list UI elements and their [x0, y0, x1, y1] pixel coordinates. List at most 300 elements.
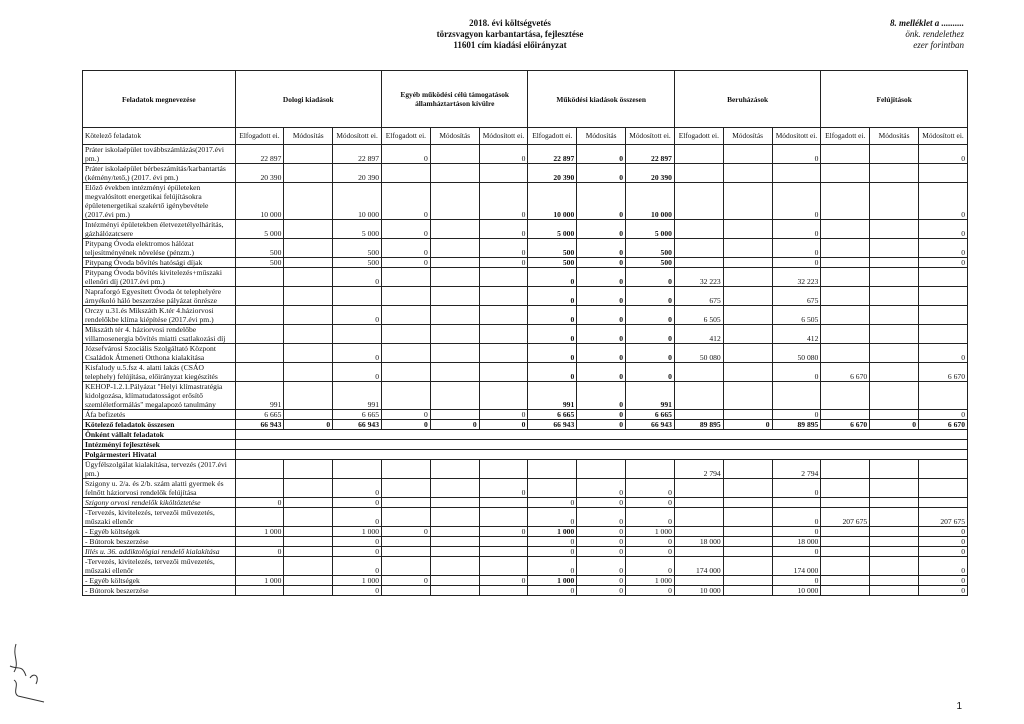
row-label: - Bútorok beszerzése [83, 537, 236, 547]
table-cell: 0 [382, 410, 431, 420]
table-cell [674, 479, 723, 498]
table-cell [918, 306, 967, 325]
table-cell [821, 547, 870, 557]
table-cell [674, 220, 723, 239]
table-cell: 0 [333, 344, 382, 363]
table-cell [284, 498, 333, 508]
table-cell [723, 344, 772, 363]
table-cell [284, 557, 333, 576]
table-cell: 22 897 [333, 145, 382, 164]
table-cell: 0 [577, 547, 626, 557]
table-cell: 0 [333, 306, 382, 325]
table-cell: 0 [577, 527, 626, 537]
table-cell: 0 [626, 508, 675, 527]
table-cell [284, 183, 333, 220]
table-cell [284, 527, 333, 537]
table-row [83, 145, 968, 164]
table-cell [870, 586, 919, 596]
table-cell: 0 [333, 363, 382, 382]
table-cell [528, 479, 577, 498]
table-cell: 412 [772, 325, 821, 344]
table-cell: 0 [577, 145, 626, 164]
table-cell [430, 508, 479, 527]
table-cell [284, 547, 333, 557]
table-cell: 0 [382, 239, 431, 258]
annex-reference [890, 18, 964, 51]
subheader-approved: Elfogadott ei. [528, 128, 577, 145]
table-cell: 0 [577, 344, 626, 363]
table-cell: 0 [577, 164, 626, 183]
row-label: Illés u. 36. addiktológiai rendelő kialakítása [83, 547, 236, 557]
subheader-approved: Elfogadott ei. [821, 128, 870, 145]
col-group-investments: Beruházások [674, 71, 820, 128]
column-group-header-row [83, 71, 968, 128]
table-cell: 0 [479, 479, 528, 498]
section-mandatory-tasks: Kötelező feladatok [83, 128, 236, 145]
subheader-modification: Módosítás [723, 128, 772, 145]
table-cell: 50 080 [674, 344, 723, 363]
table-cell: 0 [528, 547, 577, 557]
subheader-modified: Módosított ei. [479, 128, 528, 145]
table-cell [284, 306, 333, 325]
table-cell: 0 [577, 557, 626, 576]
table-cell [918, 287, 967, 306]
table-cell [479, 537, 528, 547]
table-cell: 0 [772, 508, 821, 527]
row-label: Szigony orvosi rendelők kiköltöztetése [83, 498, 236, 508]
table-cell: 991 [235, 382, 284, 410]
table-cell [382, 586, 431, 596]
table-cell [870, 239, 919, 258]
table-cell: 2 794 [674, 460, 723, 479]
table-cell: 500 [235, 239, 284, 258]
table-cell: 0 [430, 420, 479, 430]
table-cell [821, 220, 870, 239]
table-cell: 500 [528, 239, 577, 258]
table-cell [284, 479, 333, 498]
table-cell: 0 [528, 363, 577, 382]
row-label: Napraforgó Egyesített Óvoda öt telephelyére árnyékoló háló beszerzése pályázat önrésze [83, 287, 236, 306]
table-cell: 0 [772, 363, 821, 382]
section-spacer [235, 430, 967, 440]
row-label: Práter iskolaépület bérbeszámítás/karbantartás (kémény/tető,) (2017. évi pm.) [83, 164, 236, 183]
table-cell [430, 479, 479, 498]
table-cell: 0 [528, 557, 577, 576]
table-cell [821, 498, 870, 508]
table-cell [674, 508, 723, 527]
table-cell [382, 287, 431, 306]
row-label: KEHOP-1.2.1.Pályázat "Helyi klímastratégia kidolgozása, klímatudatosságot erősítő szemléletformálás" megalapozó tanulmány [83, 382, 236, 410]
table-cell [674, 363, 723, 382]
table-cell [870, 460, 919, 479]
table-cell: 0 [918, 547, 967, 557]
table-cell: 0 [626, 344, 675, 363]
table-cell [430, 586, 479, 596]
table-cell: 0 [284, 420, 333, 430]
table-row [83, 498, 968, 508]
table-cell: 0 [333, 508, 382, 527]
table-cell [918, 325, 967, 344]
table-cell [821, 410, 870, 420]
table-cell: 0 [577, 576, 626, 586]
table-cell: 0 [577, 220, 626, 239]
table-cell [723, 220, 772, 239]
table-cell [235, 537, 284, 547]
table-cell [918, 268, 967, 287]
subheader-modification: Módosítás [870, 128, 919, 145]
table-row [83, 420, 968, 430]
table-cell [821, 479, 870, 498]
table-cell [235, 479, 284, 498]
table-cell [723, 363, 772, 382]
table-cell [674, 382, 723, 410]
table-cell [479, 344, 528, 363]
table-cell [528, 460, 577, 479]
table-cell [284, 508, 333, 527]
table-cell [479, 287, 528, 306]
table-cell [430, 258, 479, 268]
table-cell: 1 000 [235, 527, 284, 537]
table-cell [870, 287, 919, 306]
table-cell [382, 382, 431, 410]
table-cell [479, 460, 528, 479]
table-cell [382, 164, 431, 183]
table-cell [821, 460, 870, 479]
table-cell: 0 [577, 586, 626, 596]
table-cell [430, 557, 479, 576]
table-cell [479, 164, 528, 183]
table-cell: 10 000 [528, 183, 577, 220]
table-cell: 0 [772, 527, 821, 537]
table-cell [723, 508, 772, 527]
table-cell: 10 000 [626, 183, 675, 220]
table-cell: 0 [479, 576, 528, 586]
table-cell [870, 508, 919, 527]
table-cell: 0 [479, 420, 528, 430]
table-cell: 6 670 [918, 420, 967, 430]
table-cell [284, 287, 333, 306]
table-cell [821, 145, 870, 164]
table-cell [772, 382, 821, 410]
table-cell [674, 410, 723, 420]
row-label: Orczy u.31.és Mikszáth K.tér 4.háziorvosi rendelőkbe klíma kiépítése (2017.évi pm.) [83, 306, 236, 325]
table-cell: 0 [479, 220, 528, 239]
table-cell [821, 164, 870, 183]
row-label: Kötelező feladatok összesen [83, 420, 236, 430]
table-cell [479, 306, 528, 325]
subheader-modified: Módosított ei. [626, 128, 675, 145]
table-cell [626, 460, 675, 479]
table-cell: 0 [772, 479, 821, 498]
table-cell: 10 000 [674, 586, 723, 596]
table-cell [723, 325, 772, 344]
table-cell [723, 306, 772, 325]
table-cell [430, 183, 479, 220]
table-cell [284, 460, 333, 479]
table-cell: 0 [528, 344, 577, 363]
row-label: Pitypang Óvoda bővítés kivitelezés+műszaki ellenőri díj (2017.évi pm.) [83, 268, 236, 287]
document-title [340, 18, 680, 51]
table-cell [674, 239, 723, 258]
table-cell [821, 258, 870, 268]
table-cell: 675 [674, 287, 723, 306]
table-cell: 0 [918, 557, 967, 576]
table-cell: 500 [626, 258, 675, 268]
table-row [83, 586, 968, 596]
table-cell [723, 145, 772, 164]
table-cell: 66 943 [333, 420, 382, 430]
table-cell: 0 [528, 325, 577, 344]
table-cell: 0 [626, 586, 675, 596]
table-cell [821, 344, 870, 363]
page-number: 1 [956, 701, 962, 712]
table-cell: 5 000 [626, 220, 675, 239]
table-cell [870, 498, 919, 508]
table-cell: 22 897 [626, 145, 675, 164]
table-cell [870, 557, 919, 576]
table-cell [430, 268, 479, 287]
table-cell [430, 220, 479, 239]
table-cell [333, 325, 382, 344]
row-label: Előző években intézményi épületeken megvalósított energetikai felújításokra épületenergetikai szakértő igénybevétele (2017.évi pm.) [83, 183, 236, 220]
row-label: -Tervezés, kivitelezés, tervezői művezetés, műszaki ellenőr [83, 508, 236, 527]
row-label: Polgármesteri Hivatal [83, 450, 236, 460]
table-cell: 0 [577, 410, 626, 420]
table-cell: 0 [479, 183, 528, 220]
table-cell: 0 [577, 258, 626, 268]
row-label: - Egyéb költségek [83, 527, 236, 537]
table-cell: 5 000 [333, 220, 382, 239]
table-cell [430, 145, 479, 164]
table-cell: 0 [918, 586, 967, 596]
table-cell: 0 [626, 325, 675, 344]
table-cell: 0 [772, 410, 821, 420]
row-label: Pitypang Óvoda elektromos hálózat teljesítményének növelése (pénzm.) [83, 239, 236, 258]
table-cell: 20 390 [235, 164, 284, 183]
table-cell: 66 943 [528, 420, 577, 430]
table-cell: 20 390 [333, 164, 382, 183]
table-cell [870, 576, 919, 586]
table-cell: 207 675 [821, 508, 870, 527]
table-cell: 0 [918, 258, 967, 268]
row-label: Intézményi fejlesztések [83, 440, 236, 450]
table-cell [723, 576, 772, 586]
table-cell [821, 382, 870, 410]
table-cell: 0 [918, 183, 967, 220]
table-cell [723, 527, 772, 537]
table-cell: 0 [870, 420, 919, 430]
table-cell: 0 [382, 220, 431, 239]
table-row [83, 258, 968, 268]
table-cell [723, 410, 772, 420]
table-cell [430, 410, 479, 420]
table-cell: 500 [333, 239, 382, 258]
table-cell: 0 [772, 576, 821, 586]
table-cell [284, 586, 333, 596]
unit-label: ezer forintban [913, 40, 964, 50]
table-cell: 20 390 [528, 164, 577, 183]
table-cell [918, 164, 967, 183]
table-cell: 0 [918, 145, 967, 164]
table-cell: 0 [918, 239, 967, 258]
table-cell [479, 363, 528, 382]
table-cell [430, 537, 479, 547]
table-cell [479, 586, 528, 596]
table-cell [674, 576, 723, 586]
col-group-tasks: Feladatok megnevezése [83, 71, 236, 128]
table-cell: 500 [235, 258, 284, 268]
table-cell: 0 [772, 258, 821, 268]
title-line-3: 11601 cím kiadási előirányzat [453, 40, 567, 50]
table-cell [284, 145, 333, 164]
table-cell [235, 508, 284, 527]
table-cell: 0 [235, 498, 284, 508]
table-cell [674, 498, 723, 508]
table-cell [382, 498, 431, 508]
section-row [83, 440, 968, 450]
budget-table [82, 70, 968, 596]
table-cell: 0 [772, 547, 821, 557]
row-label: - Egyéb költségek [83, 576, 236, 586]
table-row [83, 508, 968, 527]
table-row [83, 527, 968, 537]
table-cell: 0 [577, 325, 626, 344]
table-cell [382, 460, 431, 479]
table-cell [284, 268, 333, 287]
table-cell: 66 943 [235, 420, 284, 430]
table-cell [723, 287, 772, 306]
table-cell: 0 [918, 527, 967, 537]
table-cell: 0 [528, 508, 577, 527]
table-cell [577, 460, 626, 479]
table-cell: 0 [333, 479, 382, 498]
table-cell [430, 363, 479, 382]
table-cell: 0 [577, 287, 626, 306]
table-cell: 174 000 [772, 557, 821, 576]
table-cell [235, 557, 284, 576]
table-cell: 0 [918, 220, 967, 239]
table-cell: 0 [772, 239, 821, 258]
subheader-modified: Módosított ei. [772, 128, 821, 145]
table-cell [284, 164, 333, 183]
table-cell [284, 344, 333, 363]
table-cell: 207 675 [918, 508, 967, 527]
table-row [83, 460, 968, 479]
table-cell [430, 287, 479, 306]
table-cell: 1 000 [528, 576, 577, 586]
table-row [83, 220, 968, 239]
table-cell [479, 508, 528, 527]
table-cell: 0 [382, 420, 431, 430]
col-group-other-support: Egyéb működési célú támogatások államháztartáson kívülre [382, 71, 528, 128]
table-cell: 0 [918, 576, 967, 586]
table-cell [235, 344, 284, 363]
table-cell: 0 [918, 410, 967, 420]
table-cell [821, 306, 870, 325]
table-row [83, 479, 968, 498]
table-cell: 0 [528, 498, 577, 508]
table-cell [430, 382, 479, 410]
subheader-modification: Módosítás [430, 128, 479, 145]
table-cell: 6 670 [821, 420, 870, 430]
table-cell [430, 498, 479, 508]
table-cell: 0 [626, 363, 675, 382]
table-cell [870, 258, 919, 268]
table-cell [284, 258, 333, 268]
table-cell [723, 268, 772, 287]
table-cell: 10 000 [333, 183, 382, 220]
table-cell: 0 [479, 527, 528, 537]
table-cell [479, 547, 528, 557]
table-cell: 0 [333, 586, 382, 596]
subheader-approved: Elfogadott ei. [674, 128, 723, 145]
table-cell [284, 576, 333, 586]
table-row [83, 239, 968, 258]
table-row [83, 183, 968, 220]
table-cell [284, 363, 333, 382]
table-cell [821, 537, 870, 547]
table-cell: 18 000 [674, 537, 723, 547]
table-cell [235, 287, 284, 306]
table-cell: 0 [528, 586, 577, 596]
table-cell [674, 164, 723, 183]
row-label: Intézményi épületekben életvezetélyelhárítás, gázhálózatcsere [83, 220, 236, 239]
table-cell: 0 [479, 239, 528, 258]
table-cell [284, 537, 333, 547]
table-cell [674, 527, 723, 537]
table-cell: 0 [382, 183, 431, 220]
table-cell [235, 586, 284, 596]
table-cell [723, 382, 772, 410]
table-cell [382, 479, 431, 498]
table-cell [430, 306, 479, 325]
table-cell: 0 [528, 537, 577, 547]
table-cell: 0 [772, 220, 821, 239]
table-cell [674, 183, 723, 220]
table-row [83, 287, 968, 306]
table-row [83, 557, 968, 576]
table-cell [235, 363, 284, 382]
table-cell: 0 [333, 537, 382, 547]
table-cell: 500 [528, 258, 577, 268]
table-cell [723, 460, 772, 479]
table-cell: 22 897 [235, 145, 284, 164]
table-cell: 6 665 [626, 410, 675, 420]
section-row [83, 430, 968, 440]
table-cell [284, 382, 333, 410]
table-cell [235, 460, 284, 479]
table-cell [821, 557, 870, 576]
table-cell: 20 390 [626, 164, 675, 183]
row-label: Pitypang Óvoda bővítés hatósági díjak [83, 258, 236, 268]
table-cell [821, 239, 870, 258]
table-cell [723, 498, 772, 508]
table-cell [870, 537, 919, 547]
table-row [83, 576, 968, 586]
table-cell: 0 [577, 498, 626, 508]
table-cell: 0 [528, 306, 577, 325]
table-cell [723, 537, 772, 547]
table-cell: 0 [235, 547, 284, 557]
table-cell [479, 325, 528, 344]
table-cell: 0 [626, 547, 675, 557]
table-cell: 66 943 [626, 420, 675, 430]
title-line-1: 2018. évi költségvetés [469, 18, 551, 28]
table-cell: 1 000 [333, 527, 382, 537]
table-cell [674, 547, 723, 557]
subheader-approved: Elfogadott ei. [235, 128, 284, 145]
table-cell [918, 382, 967, 410]
